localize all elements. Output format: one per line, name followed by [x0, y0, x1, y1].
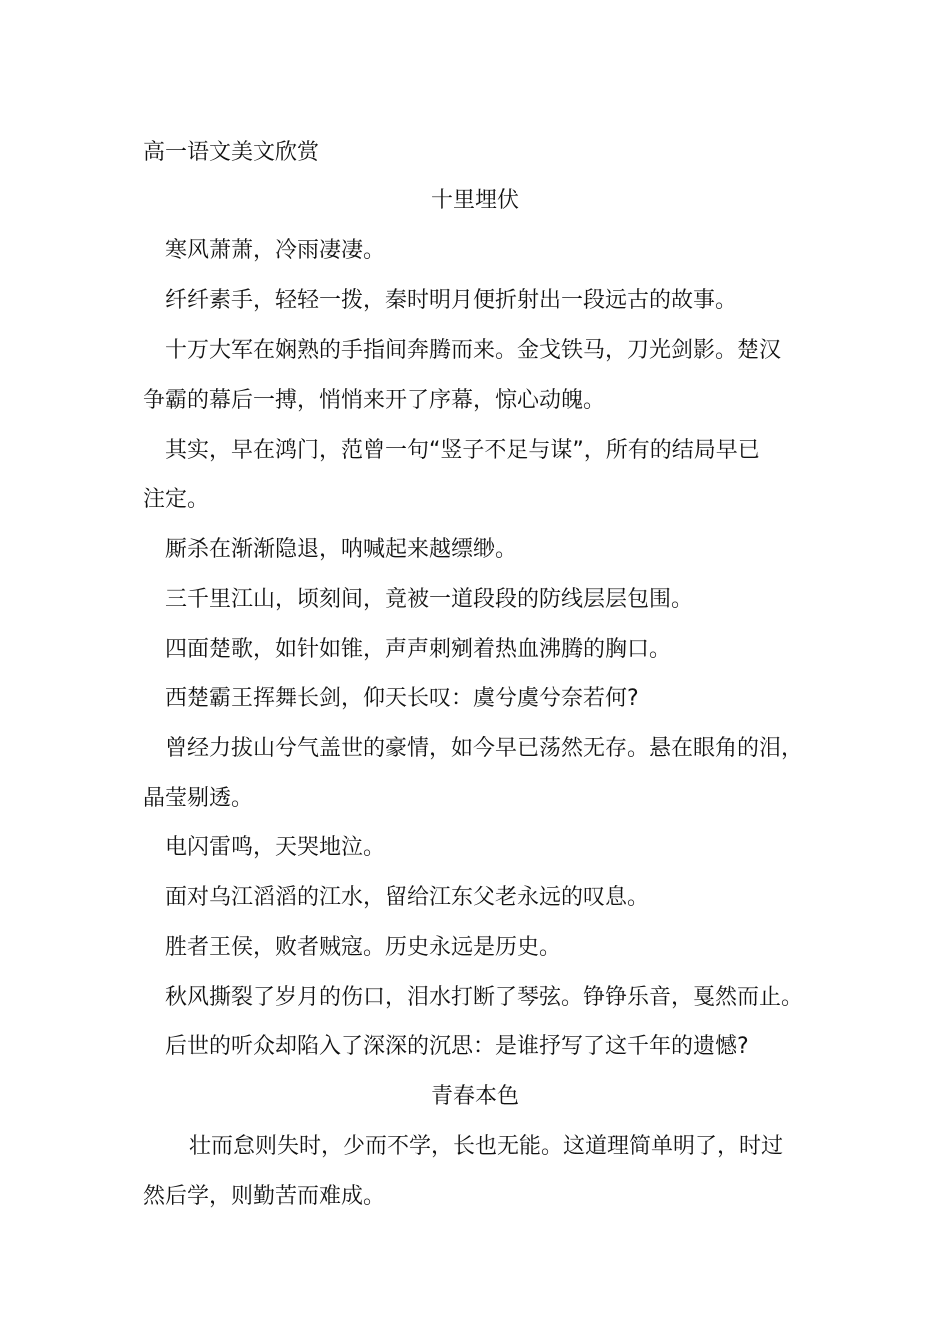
- paragraph-line: 西楚霸王挥舞长剑，仰天长叹：虞兮虞兮奈若何?: [165, 686, 639, 711]
- paragraph-line: 注定。: [143, 487, 210, 512]
- paragraph-line: 然后学，则勤苦而难成。: [143, 1184, 386, 1209]
- paragraph-line: 壮而怠则失时，少而不学，长也无能。这道理简单明了，时过: [189, 1134, 784, 1159]
- paragraph-line: 胜者王侯，败者贼寇。历史永远是历史。: [165, 935, 562, 960]
- paragraph-line: 其实，早在鸿门，范曾一句“竖子不足与谋”，所有的结局早已: [165, 438, 760, 463]
- paragraph-line: 晶莹剔透。: [143, 786, 254, 811]
- paragraph-line: 曾经力拔山兮气盖世的豪情，如今早已荡然无存。悬在眼角的泪，: [165, 736, 804, 761]
- document-header: 高一语文美文欣赏: [143, 140, 320, 165]
- paragraph-line: 四面楚歌，如针如锥，声声刺剜着热血沸腾的胸口。: [165, 637, 672, 662]
- section-title: 青春本色: [430, 1084, 519, 1109]
- section-title: 十里埋伏: [430, 188, 519, 213]
- paragraph-line: 后世的听众却陷入了深深的沉思：是谁抒写了这千年的遗憾?: [165, 1034, 749, 1059]
- paragraph-line: 寒风萧萧，冷雨凄凄。: [165, 238, 386, 263]
- paragraph-line: 秋风撕裂了岁月的伤口，泪水打断了琴弦。铮铮乐音，戛然而止。: [165, 985, 804, 1010]
- paragraph-line: 三千里江山，顷刻间，竟被一道段段的防线层层包围。: [165, 587, 694, 612]
- paragraph-line: 厮杀在渐渐隐退，呐喊起来越缥缈。: [165, 537, 518, 562]
- paragraph-line: 面对乌江滔滔的江水，留给江东父老永远的叹息。: [165, 885, 650, 910]
- paragraph-line: 十万大军在娴熟的手指间奔腾而来。金戈铁马，刀光剑影。楚汉: [165, 338, 782, 363]
- paragraph-line: 争霸的幕后一搏，悄悄来开了序幕，惊心动魄。: [143, 388, 606, 413]
- paragraph-line: 纤纤素手，轻轻一拨，秦时明月便折射出一段远古的故事。: [165, 288, 738, 313]
- paragraph-line: 电闪雷鸣，天哭地泣。: [165, 835, 386, 860]
